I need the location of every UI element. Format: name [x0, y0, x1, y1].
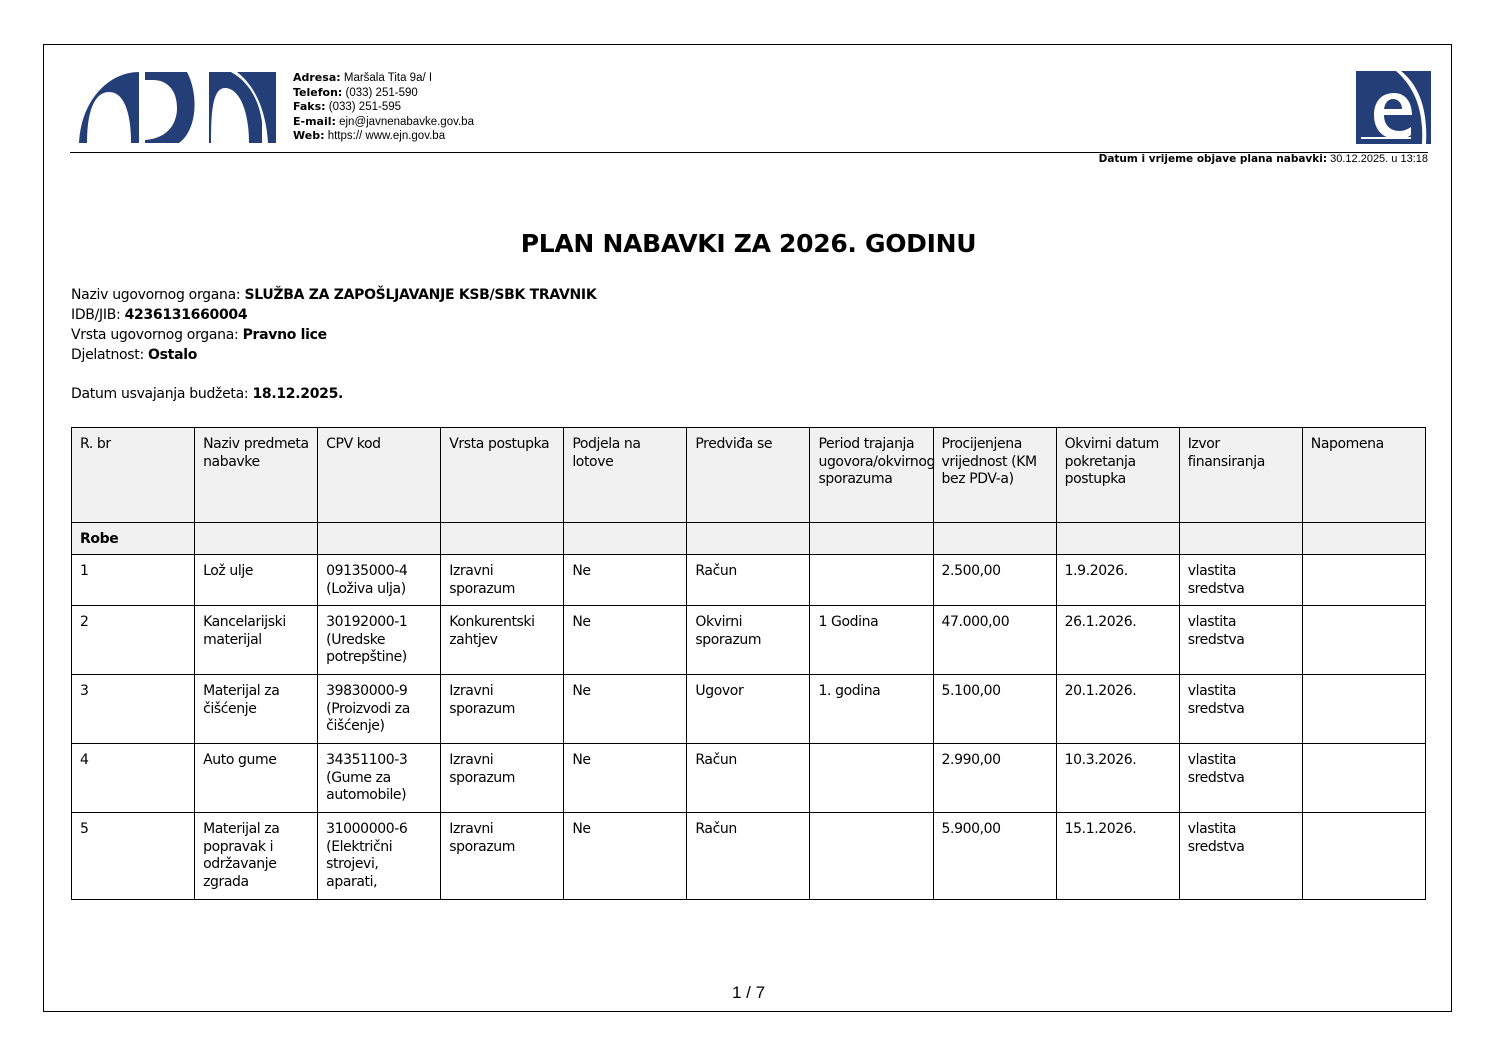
budget-date: Datum usvajanja budžeta: 18.12.2025. — [71, 386, 344, 402]
lots-cell: Ne — [564, 675, 687, 744]
estimated-value-cell: 5.100,00 — [933, 675, 1056, 744]
item-name-cell: Kancelarijski materijal — [195, 606, 318, 675]
note-cell — [1302, 555, 1425, 606]
row-number-cell: 3 — [72, 675, 195, 744]
page-title: PLAN NABAVKI ZA 2026. GODINU — [520, 229, 977, 258]
publish-label: Datum i vrijeme objave plana nabavki: — [1098, 153, 1328, 165]
contact-phone: Telefon: (033) 251-590 — [293, 85, 418, 99]
contact-fax: Faks: (033) 251-595 — [293, 100, 402, 113]
cpv-code-cell: 34351100-3 (Gume za automobile) — [318, 744, 441, 813]
col-header: Okvirni datum pokretanja postupka — [1056, 428, 1179, 523]
cpv-code-cell: 30192000-1 (Uredske potrepštine) — [318, 606, 441, 675]
contact-address: Adresa: Maršala Tita 9a/ I — [293, 71, 433, 84]
funding-source-cell: vlastita sredstva — [1179, 555, 1302, 606]
row-number-cell: 4 — [72, 744, 195, 813]
authority-type: Vrsta ugovornog organa: Pravno lice — [71, 327, 327, 343]
ejn-logo — [79, 70, 276, 143]
procedure-type-cell: Konkurentski zahtjev — [441, 606, 564, 675]
row-number-cell: 2 — [72, 606, 195, 675]
contract-form-cell: Ugovor — [687, 675, 810, 744]
duration-cell — [810, 744, 933, 813]
col-header: Procijenjena vrijednost (KM bez PDV-a) — [933, 428, 1056, 523]
contract-form-cell: Okvirni sporazum — [687, 606, 810, 675]
lots-cell: Ne — [564, 744, 687, 813]
duration-cell — [810, 555, 933, 606]
contract-form-cell: Račun — [687, 555, 810, 606]
table-row — [72, 813, 1426, 900]
procedure-type-cell: Izravni sporazum — [441, 744, 564, 813]
cpv-code-cell: 31000000-6 (Električni strojevi, aparati, — [318, 813, 441, 900]
item-name-cell: Lož ulje — [195, 555, 318, 606]
col-header: R. br — [72, 428, 195, 523]
procedure-type-cell: Izravni sporazum — [441, 675, 564, 744]
col-header: Napomena — [1302, 428, 1425, 523]
col-header: CPV kod — [318, 428, 441, 523]
start-date-cell: 10.3.2026. — [1056, 744, 1179, 813]
estimated-value-cell: 2.990,00 — [933, 744, 1056, 813]
contact-email[interactable]: E-mail: ejn@javnenabavke.gov.ba — [293, 114, 474, 128]
col-header: Izvor finansiranja — [1179, 428, 1302, 523]
estimated-value-cell: 47.000,00 — [933, 606, 1056, 675]
contract-form-cell: Račun — [687, 744, 810, 813]
table-row — [72, 744, 1426, 813]
publish-datetime — [1099, 153, 1428, 165]
contact-block — [293, 71, 474, 144]
section-row — [72, 523, 1426, 555]
section-label: Robe — [72, 523, 195, 555]
col-header: Podjela na lotove — [564, 428, 687, 523]
note-cell — [1302, 606, 1425, 675]
cpv-code-cell: 39830000-9 (Proizvodi za čišćenje) — [318, 675, 441, 744]
authority-id: IDB/JIB: 4236131660004 — [71, 307, 248, 323]
lots-cell: Ne — [564, 555, 687, 606]
authority-info — [71, 285, 596, 404]
row-number-cell: 5 — [72, 813, 195, 900]
col-header: Period trajanja ugovora/okvirnog sporazuma — [810, 428, 933, 523]
col-header: Naziv predmeta nabavke — [195, 428, 318, 523]
start-date-cell: 15.1.2026. — [1056, 813, 1179, 900]
funding-source-cell: vlastita sredstva — [1179, 813, 1302, 900]
procedure-type-cell: Izravni sporazum — [441, 813, 564, 900]
contact-web[interactable]: Web: https:// www.ejn.gov.ba — [293, 129, 446, 142]
row-number-cell: 1 — [72, 555, 195, 606]
estimated-value-cell: 2.500,00 — [933, 555, 1056, 606]
estimated-value-cell: 5.900,00 — [933, 813, 1056, 900]
cpv-code-cell: 09135000-4 (Loživa ulja) — [318, 555, 441, 606]
start-date-cell: 26.1.2026. — [1056, 606, 1179, 675]
authority-name: Naziv ugovornog organa: SLUŽBA ZA ZAPOŠLJAVANJE KSB/SBK TRAVNIK — [71, 287, 597, 303]
col-header: Vrsta postupka — [441, 428, 564, 523]
contract-form-cell: Račun — [687, 813, 810, 900]
note-cell — [1302, 813, 1425, 900]
duration-cell — [810, 813, 933, 900]
table-row — [72, 606, 1426, 675]
page-indicator: 1 / 7 — [731, 983, 766, 1002]
lots-cell: Ne — [564, 606, 687, 675]
start-date-cell: 20.1.2026. — [1056, 675, 1179, 744]
procurement-plan-table — [71, 427, 1426, 900]
item-name-cell: Materijal za popravak i održavanje zgrada — [195, 813, 318, 900]
procedure-type-cell: Izravni sporazum — [441, 555, 564, 606]
item-name-cell: Auto gume — [195, 744, 318, 813]
duration-cell: 1 Godina — [810, 606, 933, 675]
table-header-row — [72, 428, 1426, 523]
e-logo-icon — [1356, 71, 1431, 144]
logo-arch-2 — [145, 72, 195, 143]
table-row — [72, 675, 1426, 744]
publish-value: 30.12.2025. u 13:18 — [1330, 153, 1428, 165]
lots-cell: Ne — [564, 813, 687, 900]
funding-source-cell: vlastita sredstva — [1179, 675, 1302, 744]
logo-arch-1 — [79, 72, 139, 143]
start-date-cell: 1.9.2026. — [1056, 555, 1179, 606]
note-cell — [1302, 675, 1425, 744]
note-cell — [1302, 744, 1425, 813]
authority-activity: Djelatnost: Ostalo — [71, 347, 198, 363]
table-row — [72, 555, 1426, 606]
duration-cell: 1. godina — [810, 675, 933, 744]
item-name-cell: Materijal za čišćenje — [195, 675, 318, 744]
funding-source-cell: vlastita sredstva — [1179, 744, 1302, 813]
col-header: Predviđa se — [687, 428, 810, 523]
funding-source-cell: vlastita sredstva — [1179, 606, 1302, 675]
